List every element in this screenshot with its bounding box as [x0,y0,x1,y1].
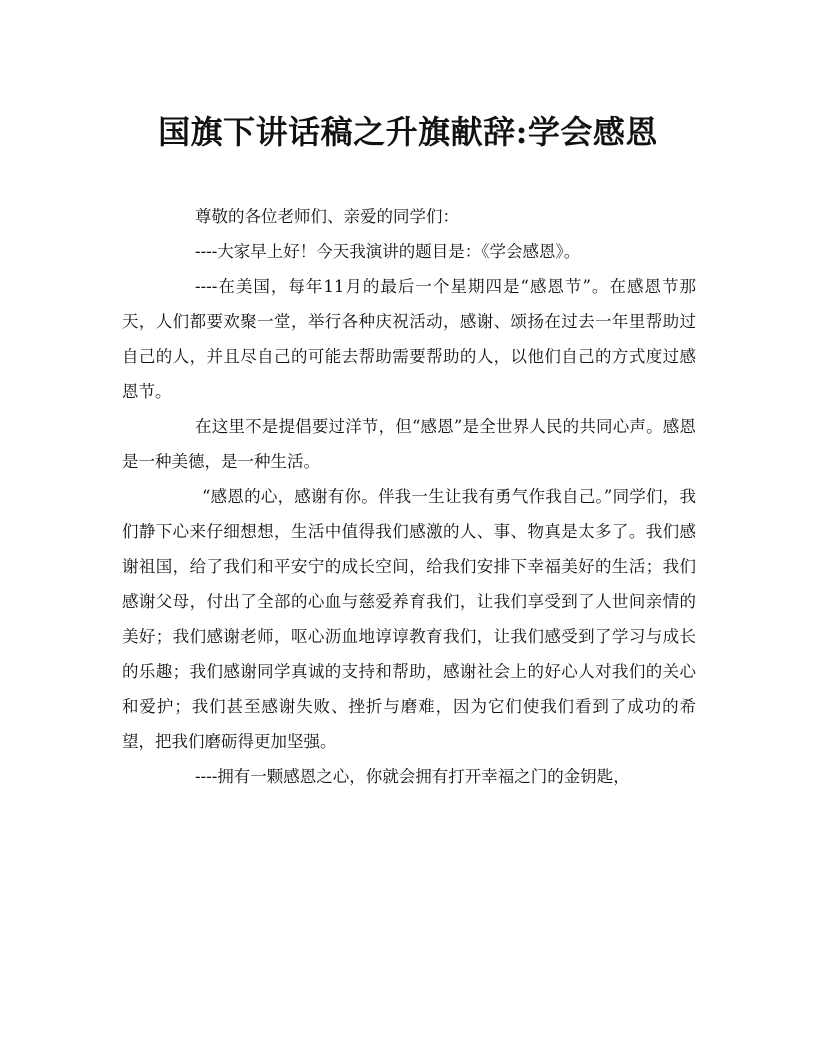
paragraph-gratitude-virtue: 在这里不是提倡要过洋节，但“感恩”是全世界人民的共同心声。感恩是一种美德，是一种生活。 [122,417,696,471]
paragraph-greeting: 尊敬的各位老师们、亲爱的同学们： [195,207,459,226]
paragraph-topic: ----大家早上好！今天我演讲的题目是：《学会感恩》。 [195,242,581,261]
paragraph-thankful-heart: “感恩的心，感谢有你。伴我一生让我有勇气作我自己。”同学们，我们静下心来仔细想想，生活中值得我们感激的人、事、物真是太多了。我们感谢祖国，给了我们和平安宁的成长空间，给我们安排下幸福美好的生活；我们感谢父母，付出了全部的心血与慈爱养育我们，让我们享受到了人世间亲情的美好；我们感谢老师，呕心沥血地谆谆教育我们，让我们感受到了学习与成长的乐趣；我们感谢同学真诚的支持和帮助，感谢社会上的好心人对我们的关心和爱护；我们甚至感谢失败、挫折与磨难，因为它们使我们看到了成功的希望，把我们磨砺得更加坚强。 [122,487,696,751]
paragraph-thanksgiving: ----在美国，每年11月的最后一个星期四是“感恩节”。在感恩节那天，人们都要欢聚一堂，举行各种庆祝活动，感谢、颂扬在过去一年里帮助过自己的人，并且尽自己的可能去帮助需要帮助的人，以他们自己的方式度过感恩节。 [122,277,696,401]
document-body [122,199,696,794]
document-title: 国旗下讲话稿之升旗献辞:学会感恩 [158,113,658,151]
paragraph-golden-key: ----拥有一颗感恩之心，你就会拥有打开幸福之门的金钥匙， [195,767,630,786]
